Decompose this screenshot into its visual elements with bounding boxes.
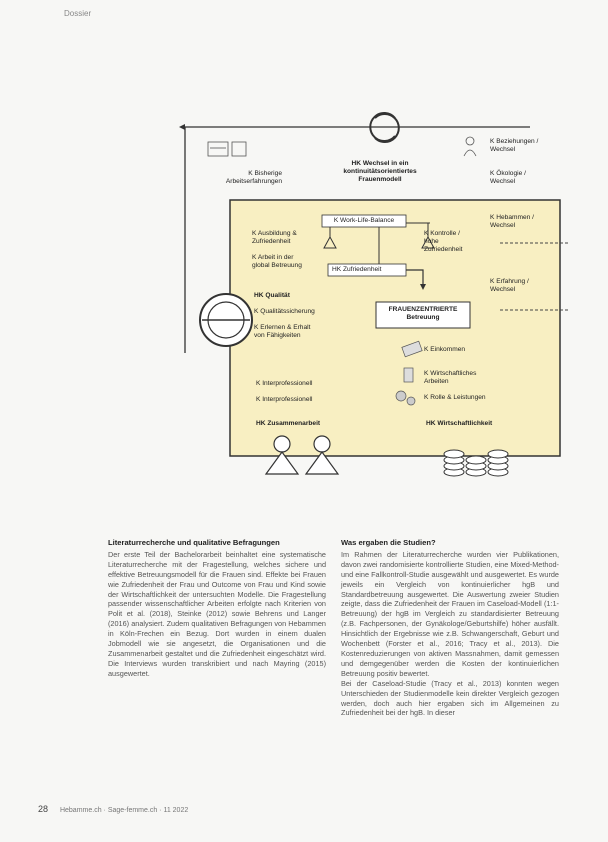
label-ausbildung: K Ausbildung & Zufriedenheit [252,230,297,245]
footer-text: Hebamme.ch · Sage-femme.ch · 11 2022 [59,807,189,814]
label-bisherige-arbeit: K Bisherige Arbeitserfahrungen [225,170,282,185]
label-erfahrung-wechsel: K Erfahrung / Wechsel [490,278,529,293]
label-hk-qualitaet: HK Qualität [254,292,290,299]
model-diagram [60,98,580,498]
label-rolle: K Rolle & Leistungen [424,394,486,401]
right-heading: Was ergaben die Studien? [341,538,436,547]
left-heading: Literaturrecherche und qualitative Befragungen [108,538,280,547]
right-body-2: Bei der Caseload-Studie (Tracy et al., 2013) konnten wegen Unterschieden der Studienmodelle kein direkter Vergleich gezogen werden, doch auch hier ergaben sich im Allgemeinen zu Zufriedenheit bei der hgB. In dieser [341,678,559,718]
cycle-label: HK Wechsel in ein kontinuitätsorientiertes Frauenmodell [343,160,417,183]
label-wirtschaftlich: K Wirtschaftliches Arbeiten [424,370,477,385]
label-faehigkeiten: K Erlernen & Erhalt von Fähigkeiten [254,324,311,339]
label-arbeitszeit: K Arbeit in der global Betreuung [252,254,302,269]
label-hk-zufriedenheit: HK Zufriedenheit [332,266,382,273]
flow-arrowhead [179,124,185,130]
label-frauenzentrierte: FRAUENZENTRIERTE Betreuung [388,306,458,321]
page-footer [38,804,188,814]
label-hk-zusammenarbeit: HK Zusammenarbeit [256,420,321,427]
quality-gauge-icon [200,294,252,346]
label-work-life: K Work-Life-Balance [333,217,395,224]
label-interprofessionell: K Interprofessionell [256,380,313,387]
label-hk-wirtschaftlichkeit: HK Wirtschaftlichkeit [426,420,493,427]
label-einkommen: K Einkommen [424,346,466,353]
label-kontrolle: K Kontrolle / hohe Zufriedenheit [424,230,463,253]
label-qualitaetssicherung: K Qualitätssicherung [254,308,315,315]
person-icon [464,137,476,156]
right-column [341,538,559,718]
calculator-icon [404,368,413,382]
label-hebammen-wechsel: K Hebammen / Wechsel [490,214,534,229]
section-tag: Dossier [64,9,92,18]
left-body: Der erste Teil der Bachelorarbeit beinhaltet eine systematische Literaturrecherche mit der Fragestellung, welches sichere und effektive Betreuungsmodell für die Frauen sind. Effekte bei Frauen wie Zufriedenheit der Frau und Outcome von Frau und Kind sowie der Wirtschaftlichkeit der untersuchten Modelle. Die Fragestellung passender wissenschaftlicher Arbeiten erfolgte nach Kriterien von Polit et al. (2018), Steinke (2012) sowie Behrens und Langer (2016) analysiert. Zudem qualitativen Befragungen von Hebammen in Köln-Frechen ein Bezug. Dort wurden in einem dualen Jobmodell wie sie angesetzt, die Organisationen und die Zusammenarbeit gestaltet und die Zufriedenheit eingeschätzt wird. Die Interviews wurden transkribiert und nach Mayring (2015) ausgewertet. [108,549,326,678]
workplace-icon [208,142,246,156]
left-column [108,538,326,679]
right-body-1: Im Rahmen der Literaturrecherche wurden vier Publikationen, davon zwei randomisierte kontrollierte Studien, eine Mixed-Method- und eine Fallkontroll-Studie ausgewählt und ausgewertet. Es wurde jeweils ein Vergleich von kontinuierlicher hgB und Standardbetreuung ausgewertet. Die Auswertung zweier Studien zeigte, dass die Zufriedenheit der Frauen im Caseload-Modell (1:1-Betreuung) der hgB im Vergleich zu standardisierter Betreuung (z.B. Fachpersonen, der Gynäkologe/Geburtshilfe) höher ausfällt. Hinsichtlich der Ergebnisse wie z.B. Schwangerschaft, Geburt und Wochenbett (Forster et al., 2016; Tracy et al., 2013). Die Kostenreduzierungen von aktiven Massnahmen, damit gemessen und demgegenüber werden die Kosten der kontinuierlichen Betreuung positiv bewertet. [341,549,559,678]
page-number: 28 [38,804,49,814]
label-interprofessionell-2: K Interprofessionell [256,396,313,403]
label-oekologie: K Ökologie / Wechsel [490,170,526,185]
label-beziehungen: K Beziehungen / Wechsel [490,138,539,153]
